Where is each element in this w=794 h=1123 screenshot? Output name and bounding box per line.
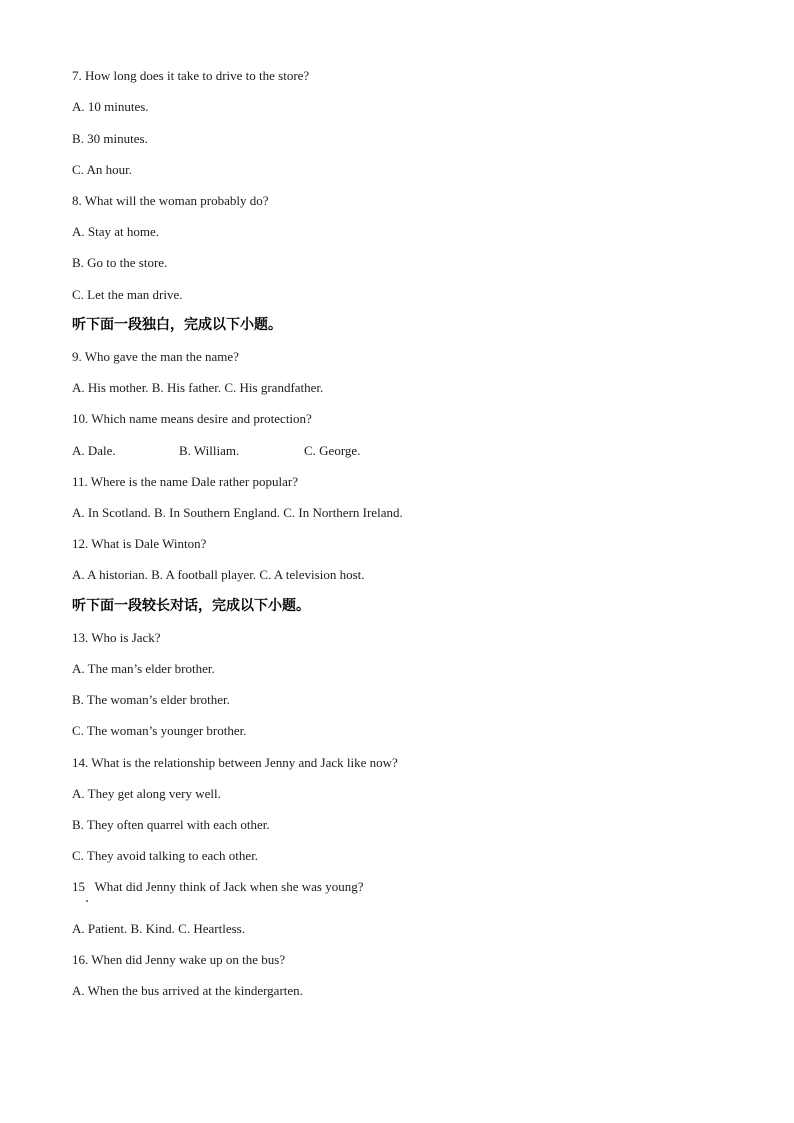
question-12: 12. What is Dale Winton? <box>72 536 207 551</box>
option-8a: A. Stay at home. <box>72 224 160 239</box>
section-heading-dialogue: 听下面一段较长对话，完成以下小题。 <box>72 598 310 614</box>
question-8: 8. What will the woman probably do? <box>72 193 269 208</box>
option-14a: A. They get along very well. <box>72 786 221 801</box>
option-10a: A. Dale. <box>72 443 116 458</box>
options-12: A. A historian. B. A football player. C. A television host. <box>72 567 365 582</box>
section-heading-monologue: 听下面一段独白，完成以下小题。 <box>72 317 282 333</box>
option-13b: B. The woman’s elder brother. <box>72 692 230 707</box>
question-9: 9. Who gave the man the name? <box>72 349 239 364</box>
option-13a: A. The man’s elder brother. <box>72 661 215 676</box>
question-14: 14. What is the relationship between Jenny and Jack like now? <box>72 755 398 770</box>
option-7a: A. 10 minutes. <box>72 99 149 114</box>
question-13: 13. Who is Jack? <box>72 630 161 645</box>
options-11: A. In Scotland. B. In Southern England. C. In Northern Ireland. <box>72 505 403 520</box>
question-10: 10. Which name means desire and protection? <box>72 411 312 426</box>
option-8b: B. Go to the store. <box>72 255 168 270</box>
option-14c: C. They avoid talking to each other. <box>72 848 259 863</box>
option-8c: C. Let the man drive. <box>72 287 183 302</box>
option-13c: C. The woman’s younger brother. <box>72 723 247 738</box>
question-16: 16. When did Jenny wake up on the bus? <box>72 952 286 967</box>
options-9: A. His mother. B. His father. C. His grandfather. <box>72 380 324 395</box>
option-16a: A. When the bus arrived at the kindergarten. <box>72 983 303 998</box>
question-15: 15 What did Jenny think of Jack when she was young? <box>72 879 364 894</box>
option-10c: C. George. <box>304 443 361 458</box>
option-10b: B. William. <box>179 443 240 458</box>
option-7c: C. An hour. <box>72 162 132 177</box>
option-14b: B. They often quarrel with each other. <box>72 817 270 832</box>
question-11: 11. Where is the name Dale rather popular? <box>72 474 298 489</box>
question-7: 7. How long does it take to drive to the store? <box>72 68 310 83</box>
stray-dot-mark <box>86 900 88 902</box>
option-7b: B. 30 minutes. <box>72 131 148 146</box>
options-15: A. Patient. B. Kind. C. Heartless. <box>72 921 245 936</box>
